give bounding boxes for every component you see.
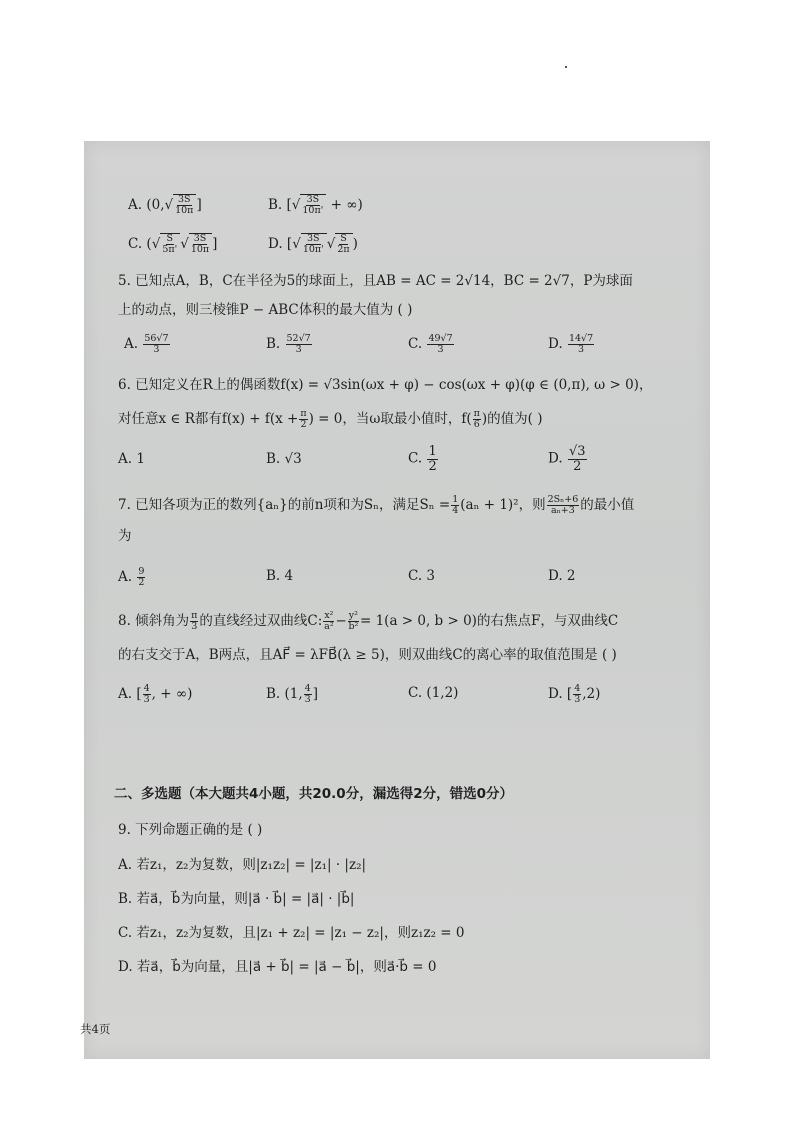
exam-page	[80, 141, 710, 1059]
q6-c-num: 1	[428, 444, 437, 459]
q4-d-num2: S	[340, 233, 347, 244]
q8-x-num: x²	[324, 610, 334, 621]
q8-a-pre: A. [	[118, 685, 142, 702]
q7-frac2-den: aₙ+3	[551, 504, 575, 516]
q9-option-c: C. 若z₁，z₂为复数，且|z₁ + z₂| = |z₁ − z₂|，则z₁z₂ = 0	[118, 925, 465, 941]
q4-a-text: A. (0,	[128, 196, 165, 213]
q4-option-b	[268, 194, 363, 216]
q6-option-b: B. √3	[266, 451, 302, 467]
q7-a-label: A.	[118, 568, 133, 585]
q4-c-tail: ]	[212, 235, 218, 252]
q8-x-den: a²	[324, 620, 334, 632]
q5-b-label: B.	[266, 335, 281, 352]
q4-c-num1: S	[166, 233, 174, 244]
q8-line1	[118, 611, 618, 632]
sqrt-icon	[327, 236, 336, 252]
q8-minus: −	[335, 612, 347, 629]
q9-stem: 9. 下列命题正确的是 ( )	[118, 822, 263, 838]
q6-frac1-den: 2	[300, 418, 307, 430]
q9-option-a: A. 若z₁，z₂为复数，则|z₁z₂| = |z₁| · |z₂|	[118, 857, 367, 873]
sqrt-icon	[152, 236, 161, 252]
q5-d-label: D.	[548, 335, 563, 352]
q8-option-d	[548, 684, 600, 705]
q4-c-text: C. (	[128, 235, 152, 252]
q8-line1b: 的直线经过双曲线C:	[199, 612, 323, 629]
q9-option-d: D. 若a⃗，b⃗为向量，且|a⃗ + b⃗| = |a⃗ − b⃗|，则a⃗·b⃗ = 0	[118, 959, 437, 975]
sqrt-icon	[292, 197, 301, 213]
q6-frac1-num: π	[300, 408, 307, 419]
q8-line1a: 8. 倾斜角为	[118, 612, 190, 629]
q6-option-d	[548, 445, 588, 473]
q6-line1: 6. 已知定义在R上的偶函数f(x) = √3sin(ωx + φ) − cos(ωx + φ)(φ ∈ (0,π), ω > 0)，	[118, 377, 653, 393]
q7-frac1-den: 4	[452, 504, 459, 516]
q5-option-d	[548, 334, 595, 355]
q8-y-den: b²	[348, 620, 359, 632]
q5-option-b	[266, 334, 313, 355]
q4-d-den2: 2π	[337, 243, 350, 255]
q7-option-b: B. 4	[266, 568, 294, 584]
q5-d-den: 3	[578, 343, 585, 355]
q6-c-label: C.	[408, 450, 423, 467]
q6-option-a: A. 1	[118, 451, 145, 467]
q4-c-num2: 3S	[193, 233, 207, 244]
q8-option-b	[266, 684, 318, 705]
q5-b-den: 3	[295, 343, 302, 355]
q6-line2b: ) = 0，当ω取最小值时，f(	[308, 410, 472, 427]
q4-a-den: 10π	[175, 204, 194, 216]
q8-a-den: 3	[143, 693, 150, 705]
q7-option-d: D. 2	[548, 568, 576, 584]
q6-d-num: √3	[568, 444, 586, 459]
q4-b-num: 3S	[306, 194, 320, 205]
q5-line1: 5. 已知点A，B，C在半径为5的球面上，且AB = AC = 2√14，BC = 2√7，P为球面	[118, 273, 633, 289]
q4-b-den: 10π'	[302, 204, 324, 216]
q4-c-den2: 10π	[190, 243, 210, 255]
q7-line1b: (aₙ + 1)²，则	[460, 496, 546, 513]
q5-a-num: 56√7	[144, 333, 169, 344]
q5-c-den: 3	[437, 343, 444, 355]
page-footer: 共4页	[80, 1022, 111, 1036]
q8-b-den: 3	[304, 693, 311, 705]
q7-frac2-num: 2Sₙ+6	[547, 494, 579, 505]
sqrt-icon	[292, 236, 301, 252]
q4-option-a	[128, 194, 202, 216]
q7-a-den: 2	[138, 576, 145, 588]
q4-option-d	[268, 233, 358, 255]
q5-c-num: 49√7	[428, 333, 453, 344]
q7-option-a	[118, 567, 146, 588]
q5-option-c	[408, 334, 455, 355]
q5-a-den: 3	[153, 343, 160, 355]
q5-line2: 上的动点，则三棱锥P − ABC体积的最大值为 ( )	[118, 302, 413, 318]
q8-angle-den: 3	[191, 620, 198, 632]
q6-c-den: 2	[428, 458, 437, 474]
q5-a-label: A.	[124, 335, 139, 352]
section-heading: 二、多选题（本大题共4小题，共20.0分，漏选得2分，错选0分）	[114, 786, 513, 802]
q4-a-tail: ]	[196, 196, 202, 213]
q5-option-a	[124, 334, 171, 355]
q6-line2c: )的值为( )	[481, 410, 543, 427]
q4-b-tail: + ∞)	[330, 196, 363, 213]
q8-a-num: 4	[143, 683, 150, 694]
q8-d-den: 3	[574, 693, 581, 705]
q6-d-den: 2	[573, 458, 582, 474]
q8-a-post: , + ∞)	[151, 685, 193, 702]
q4-b-text: B. [	[268, 196, 292, 213]
q8-d-pre: D. [	[548, 685, 573, 702]
q8-b-num: 4	[304, 683, 311, 694]
q5-d-num: 14√7	[568, 333, 594, 344]
q6-frac2-num: π	[473, 408, 480, 419]
q8-angle-num: π	[191, 610, 198, 621]
q8-option-c: C. (1,2)	[408, 685, 459, 701]
q8-d-post: ,2)	[582, 685, 601, 702]
q5-c-label: C.	[408, 335, 423, 352]
q8-line1c: = 1(a > 0, b > 0)的右焦点F，与双曲线C	[359, 612, 619, 629]
scan-speck	[565, 66, 567, 68]
q7-a-num: 9	[138, 566, 145, 577]
q7-option-c: C. 3	[408, 568, 436, 584]
q8-b-pre: B. (1,	[266, 685, 303, 702]
q4-a-num: 3S	[177, 194, 191, 205]
sqrt-icon	[180, 236, 189, 252]
q8-option-a	[118, 684, 192, 705]
q8-d-num: 4	[574, 683, 581, 694]
q6-frac2-den: 6	[473, 418, 480, 430]
q6-line2	[118, 409, 543, 430]
q7-line1a: 7. 已知各项为正的数列{aₙ}的前n项和为Sₙ，满足Sₙ =	[118, 496, 451, 513]
q8-y-num: y²	[348, 610, 358, 621]
q4-d-den1: 10π'	[302, 243, 324, 255]
q8-line2: 的右支交于A，B两点，且AF⃗ = λFB⃗(λ ≥ 5)，则双曲线C的离心率的取值范围是 ( )	[118, 647, 617, 663]
q4-c-den1: 5π'	[162, 243, 178, 255]
q4-d-text: D. [	[268, 235, 293, 252]
q7-line1c: 的最小值	[580, 496, 635, 513]
q7-line1	[118, 495, 634, 516]
q7-frac1-num: 1	[452, 494, 459, 505]
q6-option-c	[408, 445, 439, 473]
q4-d-tail: )	[352, 235, 358, 252]
q4-option-c	[128, 233, 217, 255]
q9-option-b: B. 若a⃗，b⃗为向量，则|a⃗ · b⃗| = |a⃗| · |b⃗|	[118, 891, 355, 907]
q6-line2a: 对任意x ∈ R都有f(x) + f(x +	[118, 410, 299, 427]
q5-b-num: 52√7	[286, 333, 311, 344]
sqrt-icon	[164, 197, 173, 213]
q8-b-post: ]	[312, 685, 318, 702]
q6-d-label: D.	[548, 450, 563, 467]
q4-d-num1: 3S	[307, 233, 320, 244]
q7-line2: 为	[118, 528, 132, 544]
